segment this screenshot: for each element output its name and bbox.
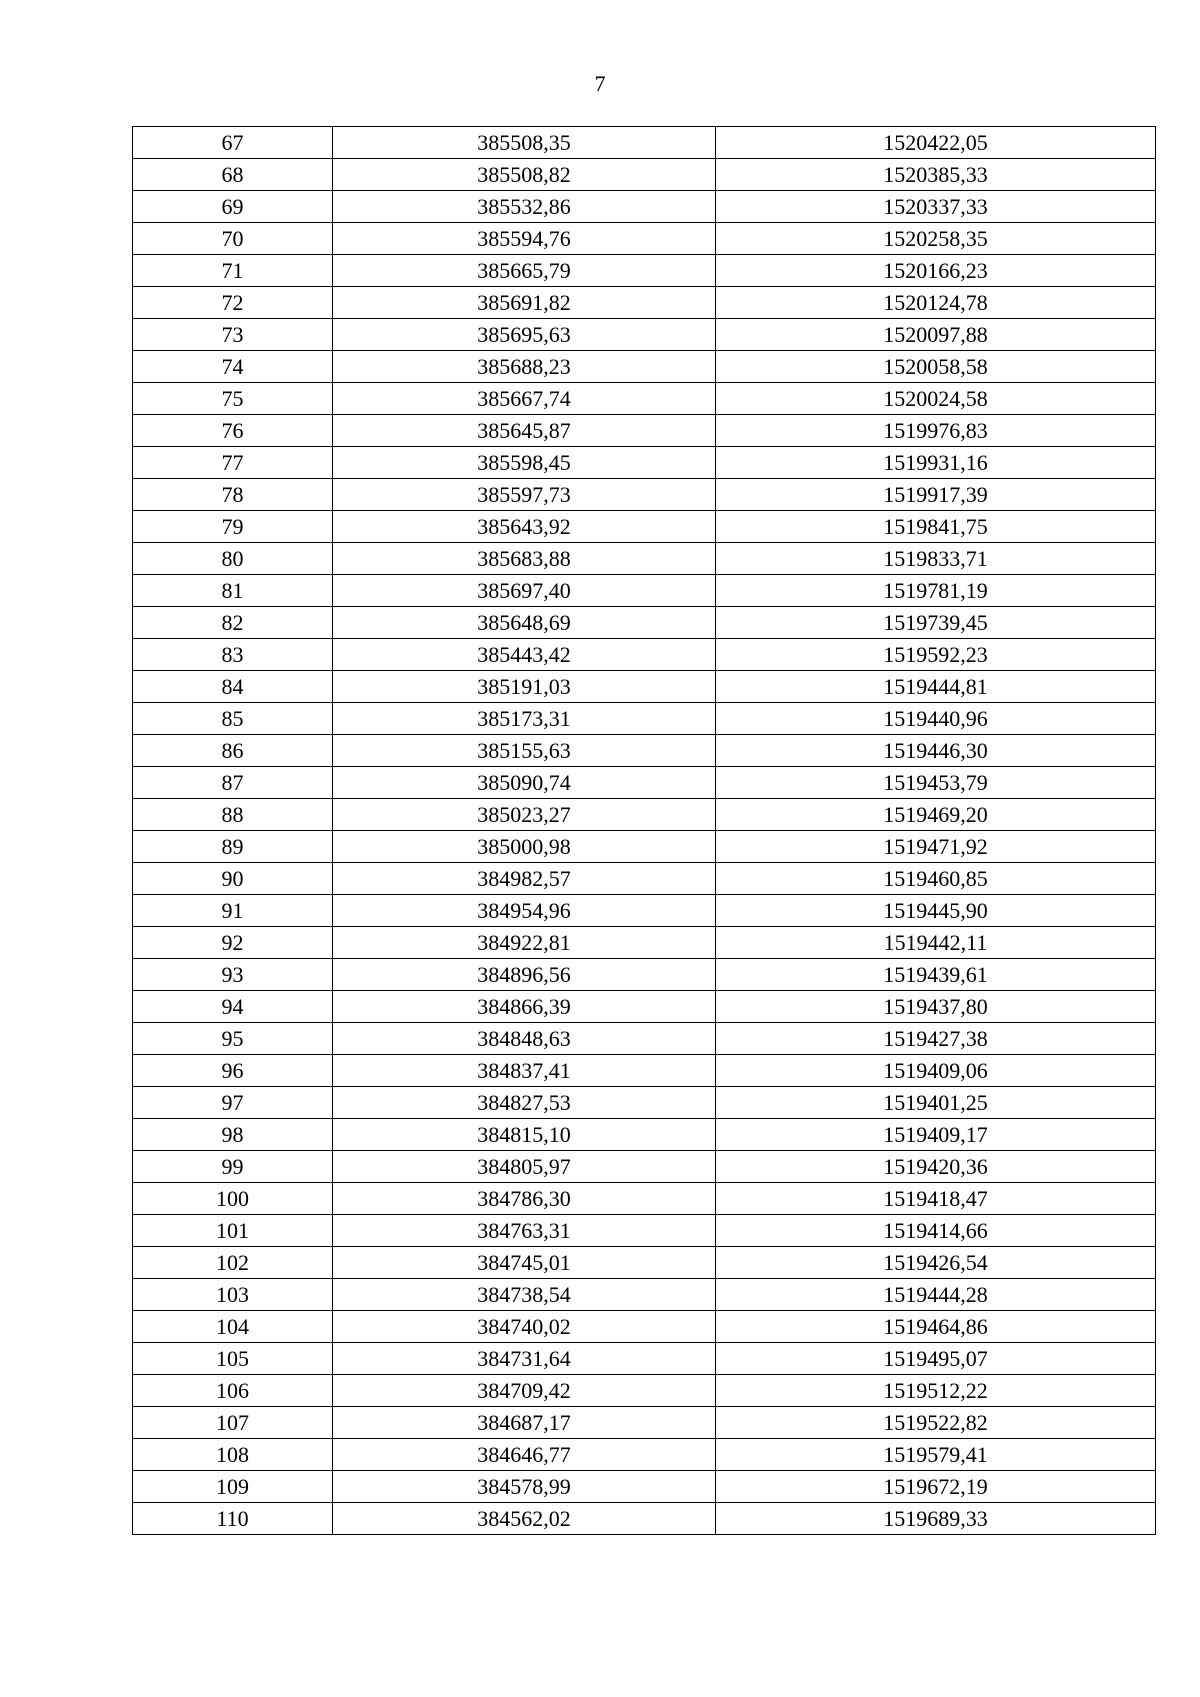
table-row — [133, 863, 1156, 895]
point-number-cell: 68 — [133, 159, 333, 191]
y-coordinate-cell: 1519976,83 — [716, 415, 1156, 447]
y-coordinate-cell: 1520422,05 — [716, 127, 1156, 159]
table-row — [133, 415, 1156, 447]
y-coordinate-cell: 1519439,61 — [716, 959, 1156, 991]
x-coordinate-cell: 384827,53 — [333, 1087, 716, 1119]
x-coordinate-cell: 384709,42 — [333, 1375, 716, 1407]
x-coordinate-cell: 385000,98 — [333, 831, 716, 863]
y-coordinate-cell: 1519781,19 — [716, 575, 1156, 607]
point-number-cell: 94 — [133, 991, 333, 1023]
table-row — [133, 447, 1156, 479]
table-row — [133, 959, 1156, 991]
y-coordinate-cell: 1520058,58 — [716, 351, 1156, 383]
point-number-cell: 101 — [133, 1215, 333, 1247]
x-coordinate-cell: 384740,02 — [333, 1311, 716, 1343]
y-coordinate-cell: 1519460,85 — [716, 863, 1156, 895]
table-row — [133, 1439, 1156, 1471]
table-row — [133, 1343, 1156, 1375]
y-coordinate-cell: 1520166,23 — [716, 255, 1156, 287]
y-coordinate-cell: 1519739,45 — [716, 607, 1156, 639]
x-coordinate-cell: 385695,63 — [333, 319, 716, 351]
y-coordinate-cell: 1519437,80 — [716, 991, 1156, 1023]
point-number-cell: 90 — [133, 863, 333, 895]
table-row — [133, 319, 1156, 351]
y-coordinate-cell: 1519409,06 — [716, 1055, 1156, 1087]
point-number-cell: 77 — [133, 447, 333, 479]
table-row — [133, 927, 1156, 959]
y-coordinate-cell: 1519522,82 — [716, 1407, 1156, 1439]
y-coordinate-cell: 1519442,11 — [716, 927, 1156, 959]
y-coordinate-cell: 1519444,28 — [716, 1279, 1156, 1311]
y-coordinate-cell: 1519917,39 — [716, 479, 1156, 511]
point-number-cell: 106 — [133, 1375, 333, 1407]
point-number-cell: 78 — [133, 479, 333, 511]
point-number-cell: 70 — [133, 223, 333, 255]
point-number-cell: 88 — [133, 799, 333, 831]
table-row — [133, 1055, 1156, 1087]
x-coordinate-cell: 384896,56 — [333, 959, 716, 991]
table-row — [133, 1087, 1156, 1119]
table-row — [133, 1151, 1156, 1183]
y-coordinate-cell: 1520337,33 — [716, 191, 1156, 223]
point-number-cell: 74 — [133, 351, 333, 383]
y-coordinate-cell: 1519672,19 — [716, 1471, 1156, 1503]
table-row — [133, 1471, 1156, 1503]
point-number-cell: 85 — [133, 703, 333, 735]
x-coordinate-cell: 384687,17 — [333, 1407, 716, 1439]
page-number: 7 — [594, 71, 606, 96]
table-row — [133, 1183, 1156, 1215]
table-row — [133, 1023, 1156, 1055]
coordinates-table-body — [133, 127, 1156, 1535]
table-row — [133, 735, 1156, 767]
x-coordinate-cell: 385155,63 — [333, 735, 716, 767]
table-row — [133, 799, 1156, 831]
x-coordinate-cell: 385532,86 — [333, 191, 716, 223]
y-coordinate-cell: 1519689,33 — [716, 1503, 1156, 1535]
table-row — [133, 639, 1156, 671]
x-coordinate-cell: 384954,96 — [333, 895, 716, 927]
table-row — [133, 1375, 1156, 1407]
x-coordinate-cell: 385443,42 — [333, 639, 716, 671]
table-row — [133, 159, 1156, 191]
x-coordinate-cell: 385594,76 — [333, 223, 716, 255]
table-row — [133, 1119, 1156, 1151]
x-coordinate-cell: 385683,88 — [333, 543, 716, 575]
table-row — [133, 831, 1156, 863]
y-coordinate-cell: 1520258,35 — [716, 223, 1156, 255]
x-coordinate-cell: 384866,39 — [333, 991, 716, 1023]
y-coordinate-cell: 1519931,16 — [716, 447, 1156, 479]
point-number-cell: 73 — [133, 319, 333, 351]
point-number-cell: 72 — [133, 287, 333, 319]
point-number-cell: 100 — [133, 1183, 333, 1215]
y-coordinate-cell: 1519418,47 — [716, 1183, 1156, 1215]
point-number-cell: 93 — [133, 959, 333, 991]
point-number-cell: 87 — [133, 767, 333, 799]
y-coordinate-cell: 1519414,66 — [716, 1215, 1156, 1247]
table-row — [133, 1311, 1156, 1343]
table-row — [133, 767, 1156, 799]
point-number-cell: 95 — [133, 1023, 333, 1055]
x-coordinate-cell: 385598,45 — [333, 447, 716, 479]
x-coordinate-cell: 385090,74 — [333, 767, 716, 799]
x-coordinate-cell: 385667,74 — [333, 383, 716, 415]
point-number-cell: 110 — [133, 1503, 333, 1535]
y-coordinate-cell: 1519495,07 — [716, 1343, 1156, 1375]
point-number-cell: 86 — [133, 735, 333, 767]
table-row — [133, 703, 1156, 735]
point-number-cell: 108 — [133, 1439, 333, 1471]
y-coordinate-cell: 1519444,81 — [716, 671, 1156, 703]
y-coordinate-cell: 1519579,41 — [716, 1439, 1156, 1471]
point-number-cell: 67 — [133, 127, 333, 159]
x-coordinate-cell: 385665,79 — [333, 255, 716, 287]
y-coordinate-cell: 1519401,25 — [716, 1087, 1156, 1119]
y-coordinate-cell: 1519512,22 — [716, 1375, 1156, 1407]
x-coordinate-cell: 385191,03 — [333, 671, 716, 703]
table-row — [133, 1215, 1156, 1247]
point-number-cell: 84 — [133, 671, 333, 703]
table-row — [133, 895, 1156, 927]
table-row — [133, 1503, 1156, 1535]
x-coordinate-cell: 384738,54 — [333, 1279, 716, 1311]
point-number-cell: 104 — [133, 1311, 333, 1343]
y-coordinate-cell: 1519841,75 — [716, 511, 1156, 543]
point-number-cell: 97 — [133, 1087, 333, 1119]
x-coordinate-cell: 384982,57 — [333, 863, 716, 895]
x-coordinate-cell: 384731,64 — [333, 1343, 716, 1375]
y-coordinate-cell: 1519420,36 — [716, 1151, 1156, 1183]
table-row — [133, 511, 1156, 543]
x-coordinate-cell: 384763,31 — [333, 1215, 716, 1247]
y-coordinate-cell: 1519427,38 — [716, 1023, 1156, 1055]
x-coordinate-cell: 385697,40 — [333, 575, 716, 607]
point-number-cell: 102 — [133, 1247, 333, 1279]
table-row — [133, 191, 1156, 223]
table-row — [133, 255, 1156, 287]
y-coordinate-cell: 1519445,90 — [716, 895, 1156, 927]
point-number-cell: 98 — [133, 1119, 333, 1151]
x-coordinate-cell: 384578,99 — [333, 1471, 716, 1503]
point-number-cell: 79 — [133, 511, 333, 543]
x-coordinate-cell: 385691,82 — [333, 287, 716, 319]
point-number-cell: 71 — [133, 255, 333, 287]
y-coordinate-cell: 1519440,96 — [716, 703, 1156, 735]
table-row — [133, 479, 1156, 511]
x-coordinate-cell: 384805,97 — [333, 1151, 716, 1183]
table-row — [133, 351, 1156, 383]
table-row — [133, 671, 1156, 703]
x-coordinate-cell: 384745,01 — [333, 1247, 716, 1279]
x-coordinate-cell: 385508,35 — [333, 127, 716, 159]
table-row — [133, 223, 1156, 255]
point-number-cell: 69 — [133, 191, 333, 223]
x-coordinate-cell: 385648,69 — [333, 607, 716, 639]
point-number-cell: 81 — [133, 575, 333, 607]
table-row — [133, 287, 1156, 319]
point-number-cell: 89 — [133, 831, 333, 863]
table-row — [133, 383, 1156, 415]
y-coordinate-cell: 1520097,88 — [716, 319, 1156, 351]
x-coordinate-cell: 384786,30 — [333, 1183, 716, 1215]
y-coordinate-cell: 1519833,71 — [716, 543, 1156, 575]
table-row — [133, 1247, 1156, 1279]
point-number-cell: 76 — [133, 415, 333, 447]
x-coordinate-cell: 384646,77 — [333, 1439, 716, 1471]
x-coordinate-cell: 384848,63 — [333, 1023, 716, 1055]
x-coordinate-cell: 385643,92 — [333, 511, 716, 543]
y-coordinate-cell: 1520024,58 — [716, 383, 1156, 415]
table-row — [133, 607, 1156, 639]
point-number-cell: 92 — [133, 927, 333, 959]
point-number-cell: 91 — [133, 895, 333, 927]
point-number-cell: 107 — [133, 1407, 333, 1439]
x-coordinate-cell: 385688,23 — [333, 351, 716, 383]
y-coordinate-cell: 1519471,92 — [716, 831, 1156, 863]
point-number-cell: 105 — [133, 1343, 333, 1375]
y-coordinate-cell: 1519592,23 — [716, 639, 1156, 671]
point-number-cell: 83 — [133, 639, 333, 671]
point-number-cell: 96 — [133, 1055, 333, 1087]
y-coordinate-cell: 1520124,78 — [716, 287, 1156, 319]
y-coordinate-cell: 1520385,33 — [716, 159, 1156, 191]
table-row — [133, 543, 1156, 575]
y-coordinate-cell: 1519409,17 — [716, 1119, 1156, 1151]
x-coordinate-cell: 385597,73 — [333, 479, 716, 511]
y-coordinate-cell: 1519446,30 — [716, 735, 1156, 767]
point-number-cell: 99 — [133, 1151, 333, 1183]
coordinates-table — [132, 126, 1156, 1535]
point-number-cell: 109 — [133, 1471, 333, 1503]
x-coordinate-cell: 385645,87 — [333, 415, 716, 447]
point-number-cell: 103 — [133, 1279, 333, 1311]
table-row — [133, 575, 1156, 607]
x-coordinate-cell: 385173,31 — [333, 703, 716, 735]
table-row — [133, 1407, 1156, 1439]
x-coordinate-cell: 384562,02 — [333, 1503, 716, 1535]
x-coordinate-cell: 385508,82 — [333, 159, 716, 191]
x-coordinate-cell: 384837,41 — [333, 1055, 716, 1087]
point-number-cell: 82 — [133, 607, 333, 639]
x-coordinate-cell: 384815,10 — [333, 1119, 716, 1151]
x-coordinate-cell: 385023,27 — [333, 799, 716, 831]
y-coordinate-cell: 1519464,86 — [716, 1311, 1156, 1343]
y-coordinate-cell: 1519426,54 — [716, 1247, 1156, 1279]
x-coordinate-cell: 384922,81 — [333, 927, 716, 959]
table-row — [133, 127, 1156, 159]
y-coordinate-cell: 1519453,79 — [716, 767, 1156, 799]
point-number-cell: 80 — [133, 543, 333, 575]
table-row — [133, 991, 1156, 1023]
table-row — [133, 1279, 1156, 1311]
point-number-cell: 75 — [133, 383, 333, 415]
y-coordinate-cell: 1519469,20 — [716, 799, 1156, 831]
